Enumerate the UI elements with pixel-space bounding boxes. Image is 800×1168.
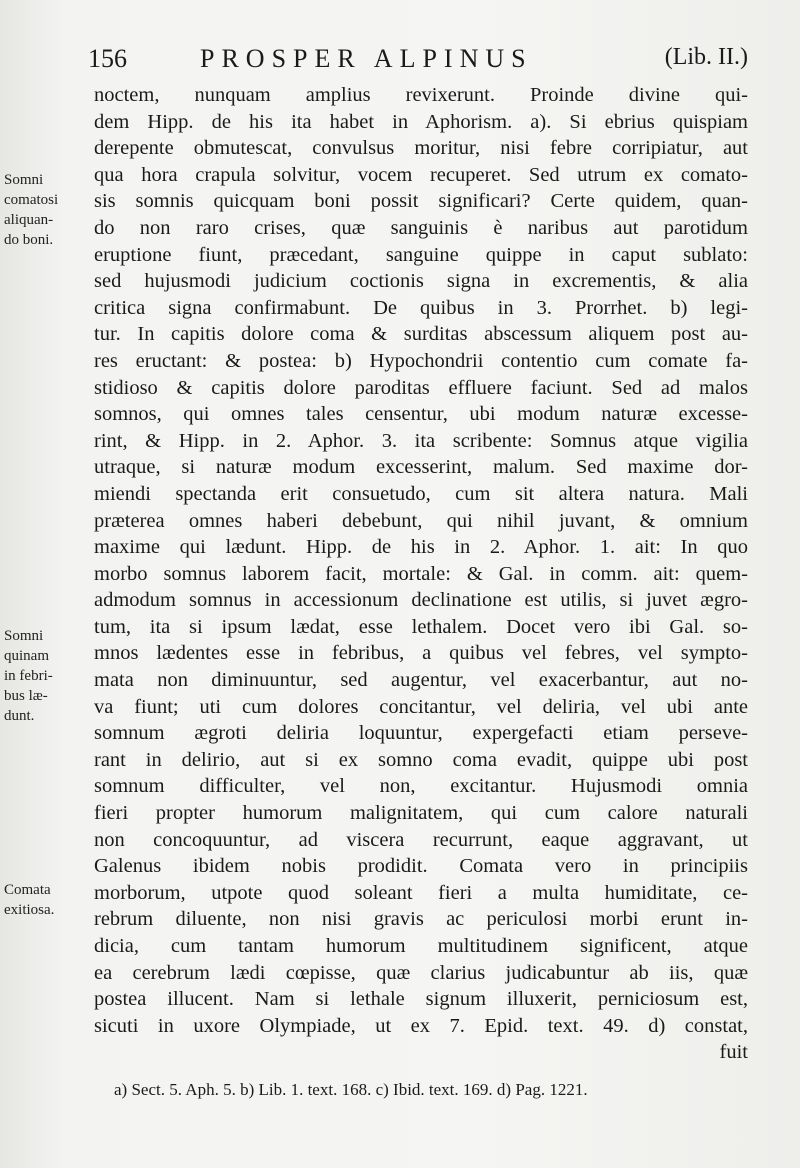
- margin-note-somni-febribus: [4, 626, 88, 726]
- margin-note-line: comatosi: [4, 192, 59, 208]
- text-line: somnum ægroti deliria loquuntur, expergefacti etiam perseve-: [94, 722, 748, 745]
- running-title: PROSPER ALPINUS: [200, 44, 533, 73]
- text-line: dem Hipp. de his ita habet in Aphorism. a). Si ebrius quispiam: [94, 110, 748, 133]
- margin-note-line: Comata: [4, 882, 51, 898]
- text-line: noctem, nunquam amplius revixerunt. Proinde divine qui-: [94, 84, 748, 106]
- margin-note-line: Somni: [4, 172, 44, 188]
- catchword: fuit: [719, 1041, 748, 1064]
- text-line: tur. In capitis dolore coma & surditas abscessum aliquem post au-: [94, 323, 748, 346]
- text-line: rebrum diluente, non nisi gravis ac periculosi morbi erunt in-: [94, 908, 748, 931]
- text-line: sis somnis quicquam boni possit significari? Certe quidem, quan-: [94, 190, 748, 213]
- text-line: rint, & Hipp. in 2. Aphor. 3. ita scribente: Somnus atque vigilia: [94, 429, 748, 452]
- body-text: [94, 82, 748, 1066]
- text-line: do non raro crises, quæ sanguinis è naribus aut parotidum: [94, 216, 748, 239]
- margin-note-line: dunt.: [4, 708, 35, 724]
- footnotes: a) Sect. 5. Aph. 5. b) Lib. 1. text. 168. c) Ibid. text. 169. d) Pag. 1221.: [114, 1080, 588, 1099]
- text-line: miendi spectanda erit consuetudo, cum sit altera natura. Mali: [94, 482, 748, 505]
- text-line: rant in delirio, aut si ex somno coma evadit, quippe ubi post: [94, 748, 748, 771]
- text-line: postea illucent. Nam si lethale signum illuxerit, perniciosum est,: [94, 988, 748, 1011]
- text-line: admodum somnus in accessionum declinatione est utilis, si juvet ægro-: [94, 589, 748, 612]
- text-line: dicia, cum tantam humorum multitudinem significent, atque: [94, 935, 748, 957]
- text-line: derepente obmutescat, convulsus moritur, nisi febre corripiatur, aut: [94, 137, 748, 160]
- text-line: morborum, utpote quod soleant fieri a multa humiditate, ce-: [94, 881, 748, 904]
- text-line: utraque, si naturæ modum excesserint, malum. Sed maxime dor-: [94, 456, 748, 479]
- text-line: præterea omnes haberi debebunt, qui nihil juvant, & omnium: [94, 509, 748, 532]
- text-line: morbo somnus laborem facit, mortale: & Gal. in comm. ait: quem-: [94, 562, 748, 585]
- text-line: va fiunt; uti cum dolores concitantur, vel deliria, vel ubi ante: [94, 695, 748, 718]
- text-line: ea cerebrum lædi cœpisse, quæ clarius judicabuntur ab iis, quæ: [94, 961, 748, 984]
- margin-note-line: exitiosa.: [4, 902, 55, 918]
- text-line: sed hujusmodi judicium coctionis signa in excrementis, & alia: [94, 270, 748, 293]
- page-number: 156: [88, 44, 127, 73]
- margin-note-comata-exitiosa: [4, 880, 88, 920]
- text-line: qua hora crapula solvitur, vocem recuperet. Sed utrum ex comato-: [94, 163, 748, 186]
- text-line: critica signa confirmabunt. De quibus in 3. Prorrhet. b) legi-: [94, 296, 748, 319]
- text-line: mnos lædentes esse in febribus, a quibus vel febres, vel sympto-: [94, 642, 748, 665]
- margin-note-line: aliquan-: [4, 212, 54, 228]
- text-line: maxime qui lædunt. Hipp. de his in 2. Aphor. 1. ait: In quo: [94, 536, 748, 559]
- margin-note-line: in febri-: [4, 668, 53, 684]
- text-line: stidioso & capitis dolore paroditas effluere faciunt. Sed ad malos: [94, 376, 748, 399]
- text-line: tum, ita si ipsum lædat, esse lethalem. Docet vero ibi Gal. so-: [94, 615, 748, 638]
- text-line: eruptione fiunt, præcedant, sanguine quippe in caput sublato:: [94, 243, 748, 266]
- text-line: Galenus ibidem nobis prodidit. Comata vero in principiis: [94, 855, 748, 878]
- margin-note-line: Somni: [4, 628, 44, 644]
- text-line: non concoquuntur, ad viscera recurrunt, eaque aggravant, ut: [94, 828, 748, 851]
- margin-note-line: quinam: [4, 648, 49, 664]
- text-line: somnos, qui omnes tales censentur, ubi modum naturæ excesse-: [94, 403, 748, 426]
- margin-note-line: do boni.: [4, 232, 54, 248]
- margin-note-line: bus læ-: [4, 688, 48, 704]
- margin-note-somni-comatosi: [4, 170, 88, 250]
- text-line: mata non diminuuntur, sed augentur, vel exacerbantur, aut no-: [94, 669, 748, 692]
- text-line: somnum difficulter, vel non, excitantur. Hujusmodi omnia: [94, 775, 748, 798]
- text-line: res eructant: & postea: b) Hypochondrii contentio cum comate fa-: [94, 349, 748, 372]
- running-header: [88, 40, 748, 76]
- book-label: (Lib. II.): [664, 44, 748, 70]
- text-line: sicuti in uxore Olympiade, ut ex 7. Epid. text. 49. d) constat,: [94, 1014, 748, 1037]
- text-line: fieri propter humorum malignitatem, qui cum calore naturali: [94, 802, 748, 825]
